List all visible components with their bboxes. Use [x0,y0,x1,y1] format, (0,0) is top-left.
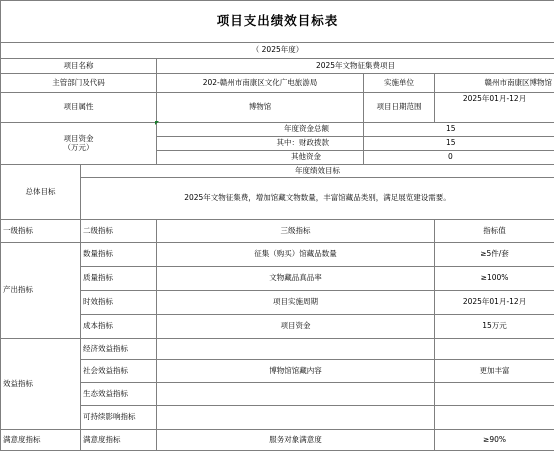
dept-value: 202-赣州市南康区文化广电旅游局 [157,74,364,93]
output-l3: 征集（购买）馆藏品数量 [157,243,435,267]
benefit-l3 [157,406,435,430]
benefit-l3 [157,383,435,406]
impl-unit-label: 实施单位 [364,74,435,93]
output-l3: 项目资金 [157,315,435,339]
fund-fiscal-value: 15 [364,137,554,151]
output-l3: 项目实施周期 [157,291,435,315]
date-range-label: 项目日期范围 [364,93,435,123]
header-level3: 三级指标 [157,220,435,243]
satisfaction-l3: 服务对象满意度 [157,430,435,451]
project-name-label: 项目名称 [1,59,157,74]
satisfaction-l2: 满意度指标 [81,430,157,451]
project-attr-label: 项目属性 [1,93,157,123]
benefit-l3 [157,339,435,360]
page-title: 项目支出绩效目标表 [1,1,554,43]
output-value: ≥100% [435,267,554,291]
benefit-value [435,406,554,430]
fund-label: 项目资金 （万元） [1,123,157,165]
output-l2: 数量指标 [81,243,157,267]
fund-fiscal-label: 其中：财政拨款 [157,137,364,151]
cell-comment-indicator-icon [155,121,159,125]
output-l2: 时效指标 [81,291,157,315]
project-name-value: 2025年文物征集费项目 [157,59,554,74]
dept-label: 主管部门及代码 [1,74,157,93]
fund-total-label: 年度资金总额 [157,123,364,137]
satisfaction-value: ≥90% [435,430,554,451]
benefit-l2: 生态效益指标 [81,383,157,406]
output-l3: 文物藏品真品率 [157,267,435,291]
output-l2: 质量指标 [81,267,157,291]
project-attr-value: 博物馆 [157,93,364,123]
output-l2: 成本指标 [81,315,157,339]
annual-goal-label: 年度绩效目标 [81,165,554,178]
satisfaction-indicator-label: 满意度指标 [1,430,81,451]
impl-unit-value: 赣州市南康区博物馆 [435,74,554,93]
output-value: ≥5件/套 [435,243,554,267]
benefit-l2: 社会效益指标 [81,360,157,383]
output-value: 2025年01月-12月 [435,291,554,315]
fund-total-value: 15 [364,123,554,137]
fund-other-value: 0 [364,151,554,165]
benefit-value [435,339,554,360]
benefit-l3: 博物馆馆藏内容 [157,360,435,383]
benefit-value [435,383,554,406]
header-level1: 一级指标 [1,220,81,243]
date-range-value: 2025年01月-12月 [435,93,554,123]
header-value: 指标值 [435,220,554,243]
annual-goal-text: 2025年文物征集费，增加馆藏文物数量，丰富馆藏品类别，满足展览建设需要。 [81,178,554,220]
fund-other-label: 其他资金 [157,151,364,165]
benefit-l2: 可持续影响指标 [81,406,157,430]
year-label: （ 2025年度） [1,43,554,59]
output-value: 15万元 [435,315,554,339]
benefit-indicator-label: 效益指标 [1,339,81,430]
benefit-value: 更加丰富 [435,360,554,383]
header-level2: 二级指标 [81,220,157,243]
overall-goal-label: 总体目标 [1,165,81,220]
output-indicator-label: 产出指标 [1,243,81,339]
benefit-l2: 经济效益指标 [81,339,157,360]
